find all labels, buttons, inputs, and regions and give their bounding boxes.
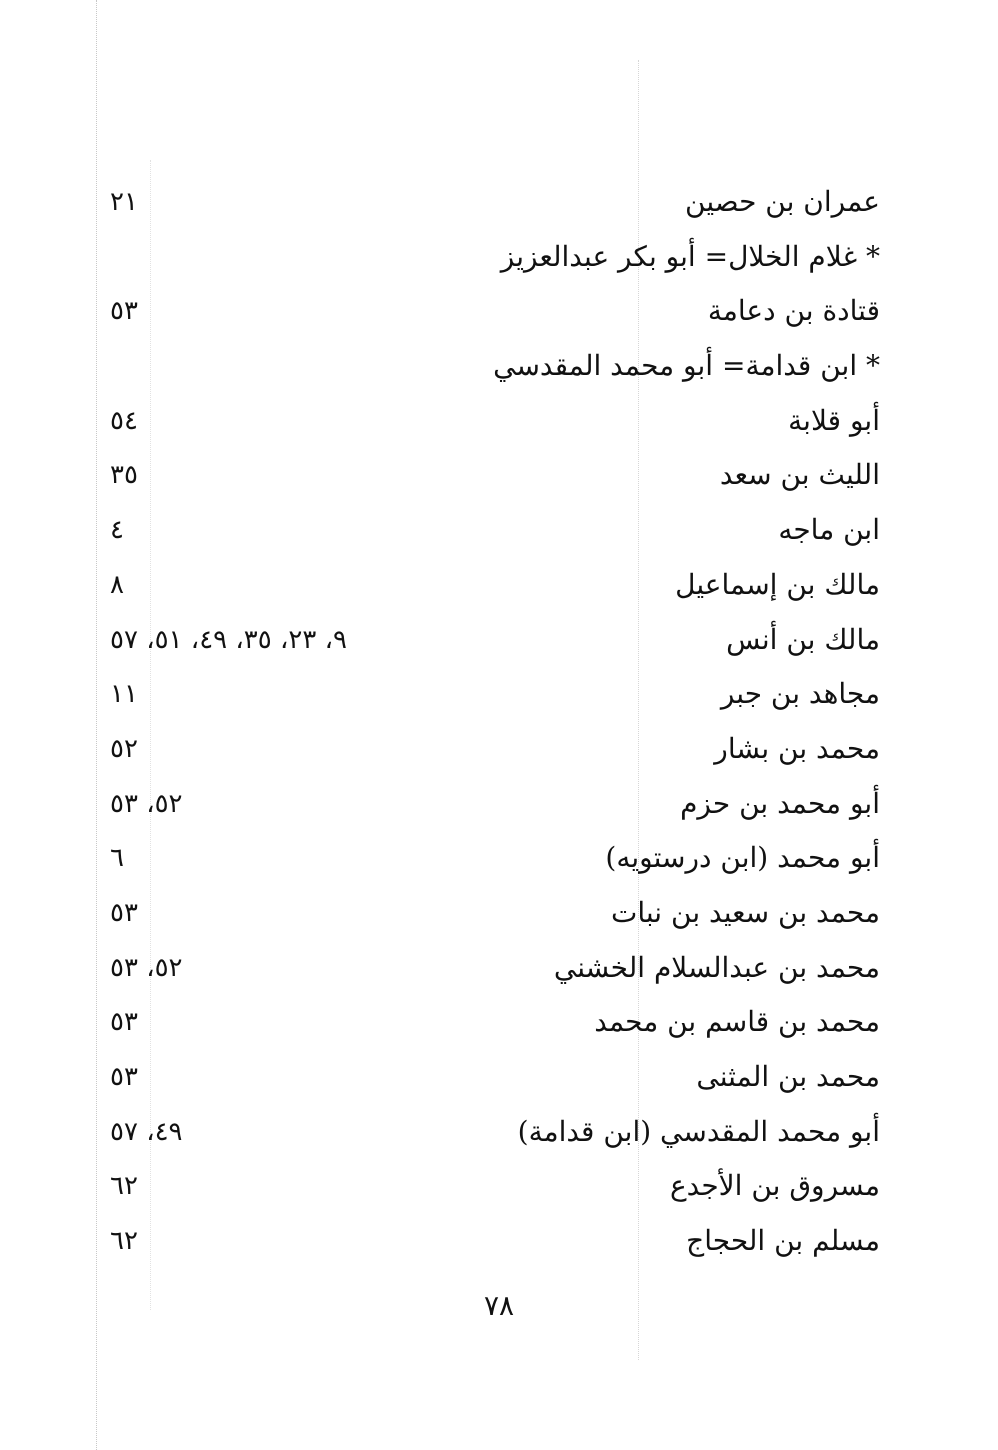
entry-page-refs: ٦٢ (110, 1171, 138, 1202)
entry-name: مجاهد بن جبر (720, 677, 880, 711)
entry-page-refs: ٢١ (110, 187, 138, 217)
entry-page-refs: ٦ (110, 843, 124, 874)
entry-name: ابن ماجه (778, 513, 880, 547)
entry-name: أبو قلابة (788, 403, 880, 437)
entry-page-refs: ٥٣ (110, 296, 138, 327)
entry-page-refs: ٥٣ (110, 1062, 138, 1092)
entry-name: أبو محمد المقدسي (ابن قدامة) (517, 1114, 880, 1148)
index-entry (110, 996, 880, 1051)
index-entry (110, 1106, 880, 1161)
entry-name: محمد بن المثنى (696, 1060, 880, 1093)
entry-page-refs: ٥٢ (110, 733, 138, 764)
index-entry (110, 395, 880, 450)
entry-name: مالك بن أنس (726, 622, 880, 656)
entry-page-refs: ٩، ٢٣، ٣٥، ٤٩، ٥١، ٥٧ (110, 624, 347, 655)
entry-page-refs: ٥٢، ٥٣ (110, 952, 183, 983)
index-entry (110, 942, 880, 997)
index-entry (110, 559, 880, 614)
entry-name: مسروق بن الأجدع (669, 1169, 880, 1203)
index-entry (110, 614, 880, 669)
entry-name: * ابن قدامة= أبو محمد المقدسي (493, 349, 880, 383)
entry-page-refs: ٤ (110, 515, 124, 546)
entry-page-refs: ١١ (110, 679, 138, 710)
index-entry (110, 778, 880, 833)
entry-name: أبو محمد (ابن درستويه) (605, 841, 880, 875)
index-entry (110, 1160, 880, 1215)
index-entry (110, 887, 880, 942)
index-entry (110, 285, 880, 340)
index-entry (110, 668, 880, 723)
entry-page-refs: ٨ (110, 569, 124, 600)
index-entry (110, 231, 880, 286)
scan-artifact-line (96, 0, 97, 1450)
name-index-list (110, 176, 880, 1270)
page-number: ٧٨ (483, 1289, 515, 1322)
index-entry (110, 723, 880, 778)
index-entry (110, 1051, 880, 1106)
index-entry (110, 832, 880, 887)
index-entry (110, 340, 880, 395)
entry-page-refs: ٣٥ (110, 460, 138, 491)
entry-page-refs: ٥٤ (110, 405, 138, 436)
entry-name: الليث بن سعد (719, 458, 880, 492)
entry-page-refs: ٥٢، ٥٣ (110, 788, 183, 819)
index-entry (110, 1215, 880, 1270)
index-entry (110, 504, 880, 559)
entry-page-refs: ٥٣ (110, 897, 138, 928)
entry-name: * غلام الخلال= أبو بكر عبدالعزيز (500, 239, 880, 273)
entry-name: أبو محمد بن حزم (680, 786, 880, 820)
entry-name: مالك بن إسماعيل (675, 567, 880, 601)
entry-page-refs: ٥٣ (110, 1007, 138, 1038)
entry-name: مسلم بن الحجاج (686, 1224, 880, 1258)
entry-name: محمد بن قاسم بن محمد (594, 1005, 880, 1039)
index-entry (110, 449, 880, 504)
index-entry (110, 176, 880, 231)
entry-page-refs: ٦٢ (110, 1226, 138, 1257)
entry-name: محمد بن بشار (714, 731, 880, 765)
entry-name: محمد بن سعيد بن نبات (610, 895, 880, 929)
entry-name: عمران بن حصين (685, 185, 880, 218)
entry-page-refs: ٤٩، ٥٧ (110, 1116, 183, 1147)
entry-name: قتادة بن دعامة (707, 294, 880, 328)
entry-name: محمد بن عبدالسلام الخشني (553, 950, 880, 984)
